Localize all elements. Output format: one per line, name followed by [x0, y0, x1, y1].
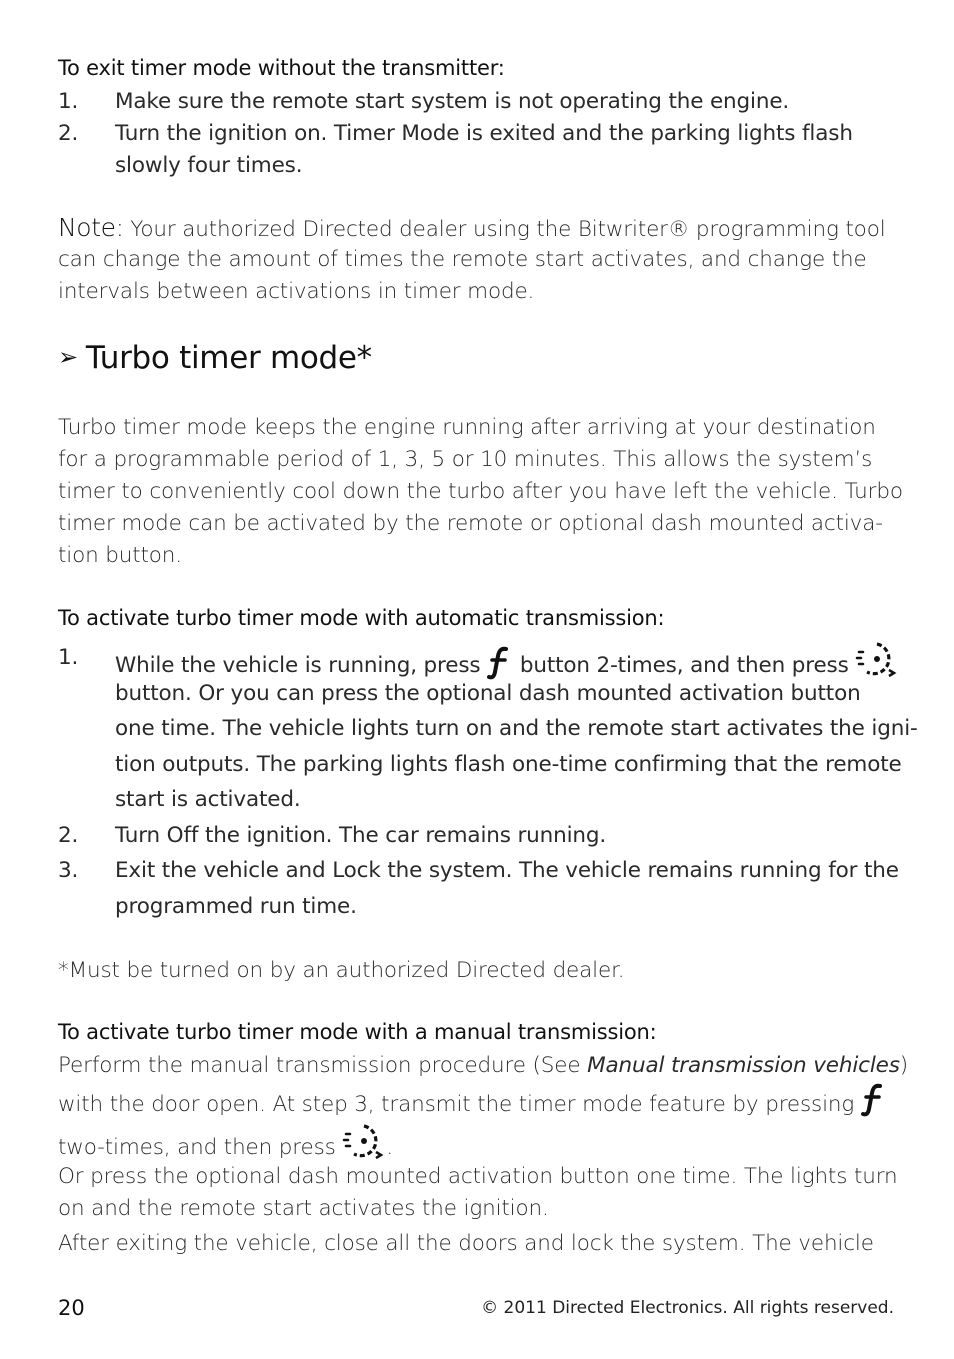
turbo-timer-title: Turbo timer mode* — [85, 340, 372, 376]
manual-transmission-reference: Manual transmission vehicles — [587, 1053, 900, 1078]
body-text: Perform the manual transmission procedure (See — [58, 1053, 588, 1078]
list-text: button 2-times, and then press — [519, 653, 849, 678]
manual-transmission-heading: To activate turbo timer mode with a manual transmission: — [58, 1020, 657, 1044]
body-text: two-times, and then press — [58, 1135, 336, 1160]
f-function-icon — [861, 1083, 887, 1134]
list-text-line: tion outputs. The parking lights flash one-time confirming that the remote — [115, 751, 902, 777]
body-text-line: on and the remote start activates the ignition. — [58, 1196, 549, 1221]
list-text-line: Make sure the remote start system is not operating the engine. — [115, 89, 790, 114]
list-number: 2. — [58, 121, 79, 146]
copyright-notice: © 2011 Directed Electronics. All rights reserved. — [481, 1298, 894, 1318]
body-text: with the door open. At step 3, transmit the timer mode feature by pressing — [58, 1092, 855, 1117]
list-text: While the vehicle is running, press — [115, 653, 481, 678]
timer-dial-icon — [855, 640, 899, 692]
body-text-line: After exiting the vehicle, close all the doors and lock the system. The vehicle — [58, 1231, 874, 1256]
footnote-text: *Must be turned on by an authorized Directed dealer. — [58, 958, 625, 983]
paragraph-line: timer mode can be activated by the remote or optional dash mounted activa- — [58, 511, 883, 536]
body-text: . — [386, 1135, 394, 1160]
list-text-line: Turn Off the ignition. The car remains running. — [115, 823, 607, 848]
paragraph-line: Turbo timer mode keeps the engine running after arriving at your destination — [58, 415, 876, 440]
list-text-line: programmed run time. — [115, 893, 357, 919]
body-text: ) — [899, 1053, 909, 1078]
manual-transmission-body — [58, 1050, 909, 1260]
note-text-line: intervals between activations in timer mode. — [58, 279, 535, 304]
footnote — [58, 955, 898, 987]
arrowhead-bullet-icon: ➢ — [58, 343, 78, 371]
exit-timer-heading: To exit timer mode without the transmitter: — [58, 56, 505, 80]
list-text-line: start is activated. — [115, 787, 301, 812]
note-text-line: can change the amount of times the remote start activates, and change the — [58, 247, 867, 272]
note-paragraph — [58, 212, 898, 308]
list-text-line: one time. The vehicle lights turn on and the remote start activates the igni- — [115, 716, 918, 741]
paragraph-line: timer to conveniently cool down the turbo after you have left the vehicle. Turbo — [58, 479, 903, 504]
list-text-line: Exit the vehicle and Lock the system. The vehicle remains running for the — [115, 858, 899, 883]
note-text-line: Your authorized Directed dealer using the Bitwriter® programming tool — [130, 217, 886, 242]
automatic-transmission-heading: To activate turbo timer mode with automatic transmission: — [58, 606, 665, 630]
list-number: 3. — [58, 858, 79, 883]
list-number: 1. — [58, 645, 79, 670]
body-text-line: Or press the optional dash mounted activation button one time. The lights turn — [58, 1164, 898, 1189]
list-number: 2. — [58, 823, 79, 848]
paragraph-line: for a programmable period of 1, 3, 5 or 10 minutes. This allows the system’s — [58, 447, 873, 472]
turbo-description — [58, 412, 903, 572]
turbo-timer-heading — [58, 340, 898, 376]
page-number: 20 — [58, 1296, 85, 1320]
paragraph-line: tion button. — [58, 543, 182, 568]
list-text-line: Turn the ignition on. Timer Mode is exited and the parking lights flash — [115, 121, 853, 146]
list-text-line: button. Or you can press the optional dash mounted activation button — [115, 680, 861, 706]
list-text-line: slowly four times. — [115, 153, 303, 178]
list-number: 1. — [58, 89, 79, 114]
note-label: Note: — [58, 213, 124, 242]
